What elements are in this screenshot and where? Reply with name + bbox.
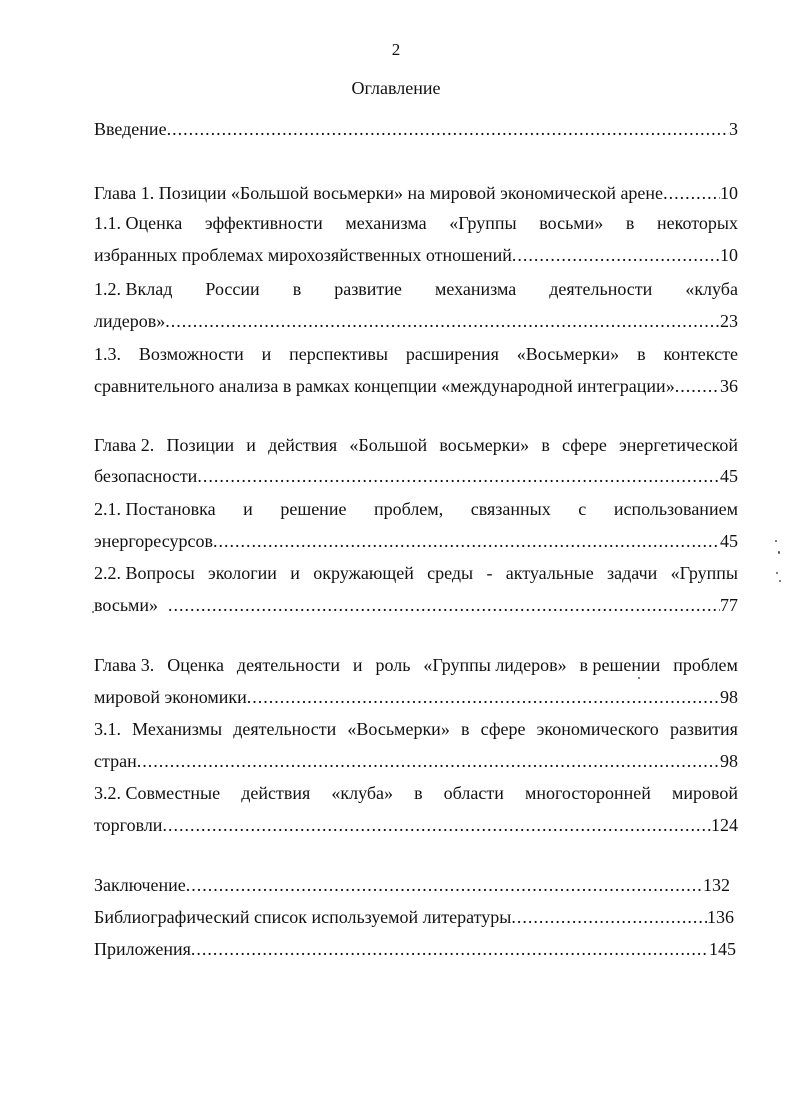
word: механизма [434,279,517,299]
toc-entry-1-2-line-1 [94,278,738,300]
word: проблем [673,655,738,675]
dot-leader [511,906,707,928]
toc-entry-text: Глава 1. Позиции «Большой восьмерки» на мировой экономической арене [94,183,664,203]
toc-entry-page: 23 [720,311,738,331]
toc-entry-2-2-line-2 [94,594,738,616]
toc-entry-bibliography [94,906,734,928]
dot-leader [191,938,709,960]
word: сфере [562,435,607,455]
word: связанных [470,499,551,519]
toc-entry-text: Введение [94,119,167,139]
toc-entry-page: 98 [720,751,738,771]
word: в [637,344,646,364]
word: «Восьмерки» [516,344,620,364]
word: механизма [345,213,427,233]
toc-entry-page: 3 [729,119,738,139]
toc-entry-2-2-line-1 [94,562,738,584]
word: деятельности [233,719,337,739]
word: 1.3. [94,344,121,364]
toc-entry-3-1-line-2 [94,750,738,772]
toc-entry-page: 77 [720,595,738,615]
toc-entry-chapter-2-line-1 [94,434,738,456]
word: в [541,435,550,455]
dot-leader [247,686,720,708]
word: области [443,783,504,803]
scan-speck [776,572,778,574]
toc-entry-appendix [94,938,736,960]
toc-entry-1-1-line-1 [94,212,738,234]
toc-entry-page: 132 [703,875,730,895]
word: окружающей [313,563,414,583]
word: с [578,499,587,519]
toc-entry-text: Библиографический список используемой литературы [94,907,512,927]
toc-entry-page: 145 [709,939,736,959]
toc-entry-3-2-line-2 [94,814,738,836]
word: восьми» [539,213,604,233]
word: экономического [536,719,659,739]
word: и [290,563,300,583]
toc-entry-2-1-line-2 [94,530,738,552]
word: Глава 3. [94,655,155,675]
word: в [460,719,470,739]
word: эффективности [204,213,323,233]
toc-entry-text: сравнительного анализа в рамках концепции «международной интеграции» [94,376,675,396]
word: Глава 2. [94,435,155,455]
word: 2.2. Вопросы [94,563,195,583]
word: экологии [207,563,277,583]
word: 1.2. Вклад [94,279,173,299]
dot-leader [663,182,720,204]
word: и [246,435,256,455]
toc-entry-intro [94,118,738,140]
scan-speck [92,611,94,613]
toc-entry-text: избранных проблемах мирохозяйственных отношений [94,245,512,265]
toc-entry-text: восьми» [94,595,159,615]
word: «клуба [685,279,738,299]
toc-entry-page: 45 [720,466,738,486]
word: действия [268,435,338,455]
word: многосторонней [524,783,651,803]
word: Механизмы [132,719,223,739]
word: и [243,499,253,519]
word: энергетической [619,435,738,455]
word: решение [280,499,347,519]
word: «Восьмерки» [347,719,450,739]
word: мировой [671,783,738,803]
word: «клуба» [331,783,393,803]
toc-entry-conclusion [94,874,730,896]
toc-entry-page: 98 [720,687,738,707]
toc-entry-page: 10 [720,183,738,203]
scan-speck [778,551,780,554]
word: - [486,563,493,583]
word: проблем, [373,499,444,519]
toc-entry-chapter-1 [94,182,738,204]
scan-speck [638,677,640,679]
toc-entry-3-1-line-1 [94,718,738,740]
toc-entry-page: 45 [720,531,738,551]
word: контексте [663,344,738,364]
word: восьмерки» [439,435,530,455]
word: 1.1. Оценка [94,213,183,233]
word: «Большой [349,435,428,455]
dot-leader [162,814,711,836]
word: среды [427,563,474,583]
word: использованием [613,499,738,519]
toc-entry-text: стран [94,751,137,771]
word: и [352,655,363,675]
dot-leader [675,375,720,397]
toc-entry-1-2-line-2 [94,310,738,332]
toc-title: Оглавление [351,78,441,98]
word: расширения [405,344,499,364]
word: 3.2. Совместные [94,783,221,803]
toc-entry-page: 36 [720,376,738,396]
word: Оценка [167,655,224,675]
toc-entry-page: 10 [720,245,738,265]
toc-entry-text: Приложения [94,939,191,959]
toc-entry-text: безопасности [94,466,198,486]
page-number: 2 [391,40,401,59]
toc-entry-page: 136 [707,907,734,927]
toc-entry-3-2-line-1 [94,782,738,804]
word: в решении [579,655,661,675]
word: Позиции [166,435,235,455]
word: 3.1. [94,719,121,739]
dot-leader [167,118,729,140]
dot-leader [168,594,720,616]
toc-entry-chapter-2-line-2 [94,465,738,487]
word: развитие [334,279,402,299]
toc-entry-2-1-line-1 [94,498,738,520]
word: «Группы [449,213,517,233]
word: и [261,344,272,364]
word: действия [241,783,311,803]
toc-entry-1-1-line-2 [94,244,738,266]
scan-speck [775,540,777,542]
toc-entry-chapter-3-line-1 [94,654,738,676]
word: развития [669,719,738,739]
dot-leader [165,310,720,332]
dot-leader [213,530,720,552]
word: «Группы [670,563,738,583]
toc-entry-page: 124 [711,815,738,835]
word: Возможности [138,344,244,364]
word: «Группы лидеров» [423,655,567,675]
word: задачи [607,563,658,583]
toc-entry-text: торговли [94,815,163,835]
word: деятельности [549,279,653,299]
toc-entry-text: энергоресурсов [94,531,213,551]
word: перспективы [289,344,388,364]
dot-leader [512,244,720,266]
toc-entry-1-3-line-2 [94,375,738,397]
dot-leader [197,465,720,487]
toc-entry-text: Заключение [94,875,186,895]
word: России [205,279,260,299]
word: в [625,213,635,233]
word: в [414,783,423,803]
word: сфере [480,719,526,739]
word: 2.1. Постановка [94,499,216,519]
dot-leader [186,874,703,896]
dot-leader [137,750,720,772]
word: некоторых [657,213,738,233]
word: роль [375,655,411,675]
toc-entry-chapter-3-line-2 [94,686,738,708]
toc-entry-1-3-line-1 [94,343,738,365]
word: в [292,279,302,299]
toc-entry-text: мировой экономики [94,687,247,707]
word: актуальные [505,563,594,583]
word: деятельности [236,655,340,675]
scan-speck [779,580,781,582]
toc-entry-text: лидеров» [94,311,166,331]
